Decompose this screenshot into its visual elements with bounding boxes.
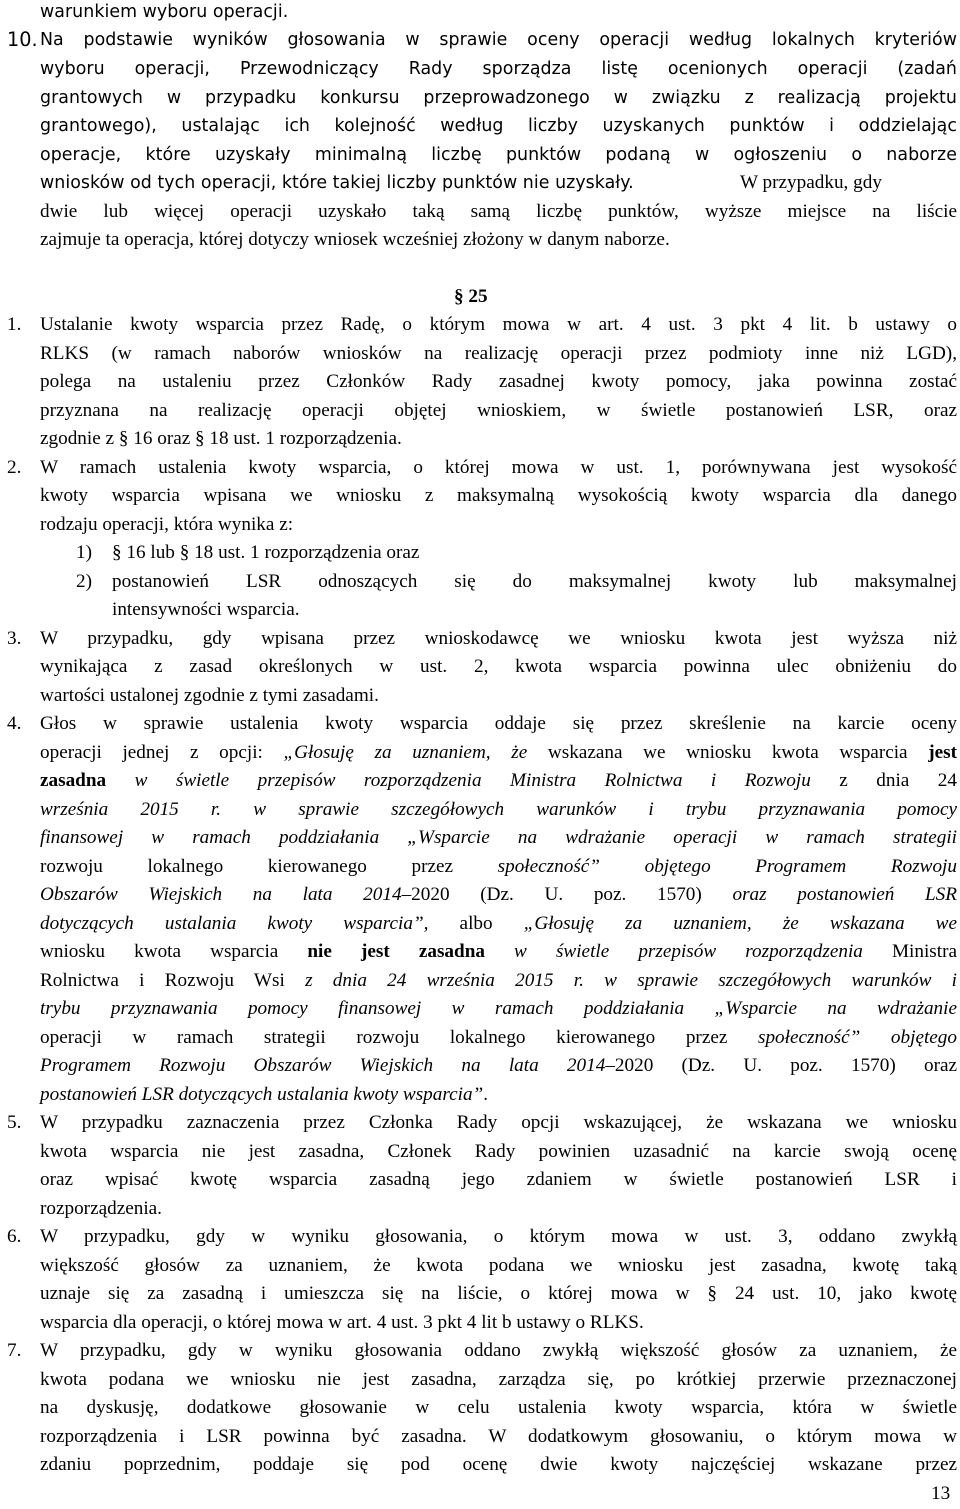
item-4-seg-16: dotyczących ustalania kwoty wsparcia”, [40, 913, 460, 934]
item-4-line-3 [40, 767, 957, 795]
item-4-line-13 [40, 1052, 957, 1080]
item-3-line-1: W przypadku, gdy wpisana przez wnioskodawcę we wniosku kwota jest wyższa niż [40, 628, 957, 649]
item-4-line-6 [40, 853, 957, 881]
item-7-line-2: kwota podana we wniosku nie jest zasadna, zarządza się, po krótkiej przerwie przeznaczonej [40, 1369, 957, 1390]
item-4-seg-12: społeczność” objętego Programem Rozwoju [497, 856, 957, 877]
item-4-line-14 [40, 1081, 488, 1109]
item-4-seg-14: –2020 (Dz. U. poz. 1570) [401, 884, 733, 905]
item-4-line-10 [40, 967, 957, 995]
item-4-line-2 [40, 739, 957, 767]
page-number: 13 [931, 1483, 951, 1504]
item-5-line-2: kwota wsparcia nie jest zasadna, Członek Rady powinien uzasadnić na karcie swoją ocenę [40, 1141, 957, 1162]
item-7-line-5: zdaniu poprzednim, poddaje się pod ocenę dwie kwoty najczęściej wskazane przez [40, 1454, 957, 1475]
item-4-seg-27: zez [701, 1027, 758, 1048]
item-4-seg-4: jest [928, 742, 957, 763]
item-4-seg-22: Ministra [862, 941, 958, 962]
item-10-line-6-tail: W przypadku, gdy [740, 172, 882, 193]
item-3-line-3: wartości ustalonej zgodnie z tymi zasadami. [40, 685, 379, 706]
item-10-line-2: wyboru operacji, Przewodniczący Rady sporządza listę ocenionych operacji (zadań [40, 59, 957, 79]
item-4-seg-7: z dnia 24 [810, 770, 957, 791]
item-4-seg-32: . [483, 1084, 489, 1105]
item-5-line-1: W przypadku zaznaczenia przez Członka Rady opcji wskazującej, że wskazana we wniosku [40, 1112, 957, 1133]
item-5-line-4: rozporządzenia. [40, 1198, 162, 1219]
item-4-seg-18: „Głosuję za uznaniem, że wskazana we [523, 913, 957, 934]
item-4-seg-29: Programem Rozwoju Obszarów Wiejskich na lata 2014 [40, 1055, 606, 1076]
item-5-number: 5. [7, 1112, 22, 1133]
item-2-sub-1-line-1: § 16 lub § 18 ust. 1 rozporządzenia oraz [112, 542, 420, 563]
item-10-number: 10. [7, 28, 38, 51]
item-4-seg-24: z dnia 24 września 2015 r. w sprawie szczegółowych warunków i [305, 970, 957, 991]
item-4-line-9 [40, 938, 957, 966]
item-2-sub-2-number: 2) [76, 571, 92, 592]
item-4-line-11 [40, 995, 957, 1023]
item-3-line-2: wynikająca z zasad określonych w ust. 2, kwota wsparcia powinna ulec obniżeniu do [40, 656, 957, 677]
item-4-seg-8: września 2015 r. w sprawie szczegółowych warunków i trybu przyznawania pomocy [40, 799, 957, 820]
item-2-line-3: rodzaju operacji, która wynika z: [40, 514, 294, 535]
item-7-number: 7. [7, 1340, 22, 1361]
item-1-line-4: przyznana na realizację operacji objętej wnioskiem, w świetle postanowień LSR, oraz [40, 400, 957, 421]
item-10-line-5: operacje, które uzyskały minimalną liczbę punktów podaną w ogłoszeniu o naborze [40, 145, 957, 165]
item-4-seg-20: nie jest zasadna [307, 941, 485, 962]
item-4-seg-21: w świetle przepisów rozporządzenia [484, 941, 863, 962]
item-4-seg-31: postanowień LSR dotyczących ustalania kwoty wsparcia” [40, 1084, 484, 1105]
item-1-line-2: RLKS (w ramach naborów wniosków na realizację operacji przez podmioty inne niż LGD), [40, 343, 957, 364]
item-4-seg-3: wskazana we wniosku kwota wsparcia [527, 742, 929, 763]
intro-tail-text: warunkiem wyboru operacji. [40, 2, 289, 22]
item-4-line-1: Głos w sprawie ustalenia kwoty wsparcia oddaje się przez skreślenie na karcie oceny [40, 713, 957, 734]
item-7-line-1: W przypadku, gdy w wyniku głosowania oddano zwykłą większość głosów za uznaniem, że [40, 1340, 957, 1361]
item-10-line-4: grantowego), ustalając ich kolejność według liczby uzyskanych punktów i oddzielając [40, 116, 957, 136]
item-5-line-3: oraz wpisać kwotę wsparcia zasadną jego zdaniem w świetle postanowień LSR i [40, 1169, 957, 1190]
item-2-line-1: W ramach ustalenia kwoty wsparcia, o której mowa w ust. 1, porównywana jest wysokość [40, 457, 957, 478]
item-4-seg-23: Rolnictwa i Rozwoju Wsi [40, 970, 306, 991]
item-7-line-4: rozporządzenia i LSR powinna być zasadna. W dodatkowym głosowaniu, o którym mowa w [40, 1426, 957, 1447]
item-4-line-7 [40, 881, 957, 909]
item-4-number: 4. [7, 713, 22, 734]
item-2-sub-1-number: 1) [76, 542, 92, 563]
item-4-seg-25: trybu przyznawania pomocy finansowej w ramach poddziałania „Wsparcie na wdrażanie [40, 998, 957, 1019]
item-6-line-4: wsparcia dla operacji, o której mowa w art. 4 ust. 3 pkt 4 lit b ustawy o RLKS. [40, 1312, 644, 1333]
item-4-seg-13: Obszarów Wiejskich na lata 2014 [40, 884, 402, 905]
item-4-seg-5: zasadna [40, 770, 107, 791]
item-1-line-5: zgodnie z § 16 oraz § 18 ust. 1 rozporządzenia. [40, 428, 402, 449]
item-4-seg-28: społeczność” objętego [757, 1027, 957, 1048]
item-10-line-6: wniosków od tych operacji, które takiej liczby punktów nie uzyskały. [40, 173, 634, 193]
item-1-number: 1. [7, 314, 22, 335]
item-4-seg-2: „Głosuję za uznaniem, że [283, 742, 528, 763]
item-4-seg-30: –2020 (Dz. U. poz. 1570) oraz [605, 1055, 958, 1076]
item-4-seg-19: wniosku kwota wsparcia [40, 941, 308, 962]
item-2-sub-2-line-2: intensywności wsparcia. [112, 599, 300, 620]
item-10-line-1: Na podstawie wyników głosowania w sprawie oceny operacji według lokalnych kryteriów [40, 30, 957, 50]
item-6-line-1: W przypadku, gdy w wyniku głosowania, o którym mowa w ust. 3, oddano zwykłą [40, 1226, 957, 1247]
item-4-line-4 [40, 796, 957, 824]
item-4-seg-9: finansowej w ramach poddziałania „Wsparcie na wdrażanie operacji w ramach strategii [40, 827, 957, 848]
item-4-line-5 [40, 824, 957, 852]
item-6-line-3: uznaje się za zasadną i umieszcza się na liście, o której mowa w § 24 ust. 10, jako kwotę [40, 1283, 957, 1304]
item-6-number: 6. [7, 1226, 22, 1247]
item-1-line-1: Ustalanie kwoty wsparcia przez Radę, o którym mowa w art. 4 ust. 3 pkt 4 lit. b ustawy o [40, 314, 957, 335]
item-10-line-3: grantowych w przypadku konkursu przeprowadzonego w związku z realizacją projektu [40, 88, 957, 108]
item-10-line-7: dwie lub więcej operacji uzyskało taką samą liczbę punktów, wyższe miejsce na liście [40, 201, 957, 222]
item-7-line-3: na dyskusję, dodatkowe głosowanie w celu ustalenia kwoty wsparcia, która w świetle [40, 1397, 957, 1418]
item-2-line-2: kwoty wsparcia wpisana we wniosku z maksymalną wysokością kwoty wsparcia dla danego [40, 485, 957, 506]
item-4-line-8 [40, 910, 957, 938]
item-4-seg-15: oraz postanowień LSR [732, 884, 957, 905]
item-2-sub-2-line-1: postanowień LSR odnoszących się do maksymalnej kwoty lub maksymalnej [112, 571, 957, 592]
item-6-line-2: większość głosów za uznaniem, że kwota podana we wniosku jest zasadna, kwotę taką [40, 1255, 957, 1276]
item-4-seg-11: zez [427, 856, 498, 877]
item-3-number: 3. [7, 628, 22, 649]
item-4-seg-26: operacji w ramach strategii rozwoju lokalnego kierowanego pr [40, 1027, 702, 1048]
item-4-seg-1: operacji jednej z opcji: [40, 742, 284, 763]
section-heading: § 25 [454, 286, 488, 307]
item-4-seg-10: rozwoju lokalnego kierowanego pr [40, 856, 428, 877]
item-1-line-3: polega na ustaleniu przez Członków Rady zasadnej kwoty pomocy, jaka powinna zostać [40, 371, 957, 392]
item-4-seg-17: albo [459, 913, 524, 934]
item-4-line-12 [40, 1024, 957, 1052]
item-2-number: 2. [7, 457, 22, 478]
item-4-seg-6: w świetle przepisów rozporządzenia Ministra Rolnictwa i Rozwoju [106, 770, 811, 791]
item-10-line-8: zajmuje ta operacja, której dotyczy wniosek wcześniej złożony w danym naborze. [40, 229, 670, 250]
